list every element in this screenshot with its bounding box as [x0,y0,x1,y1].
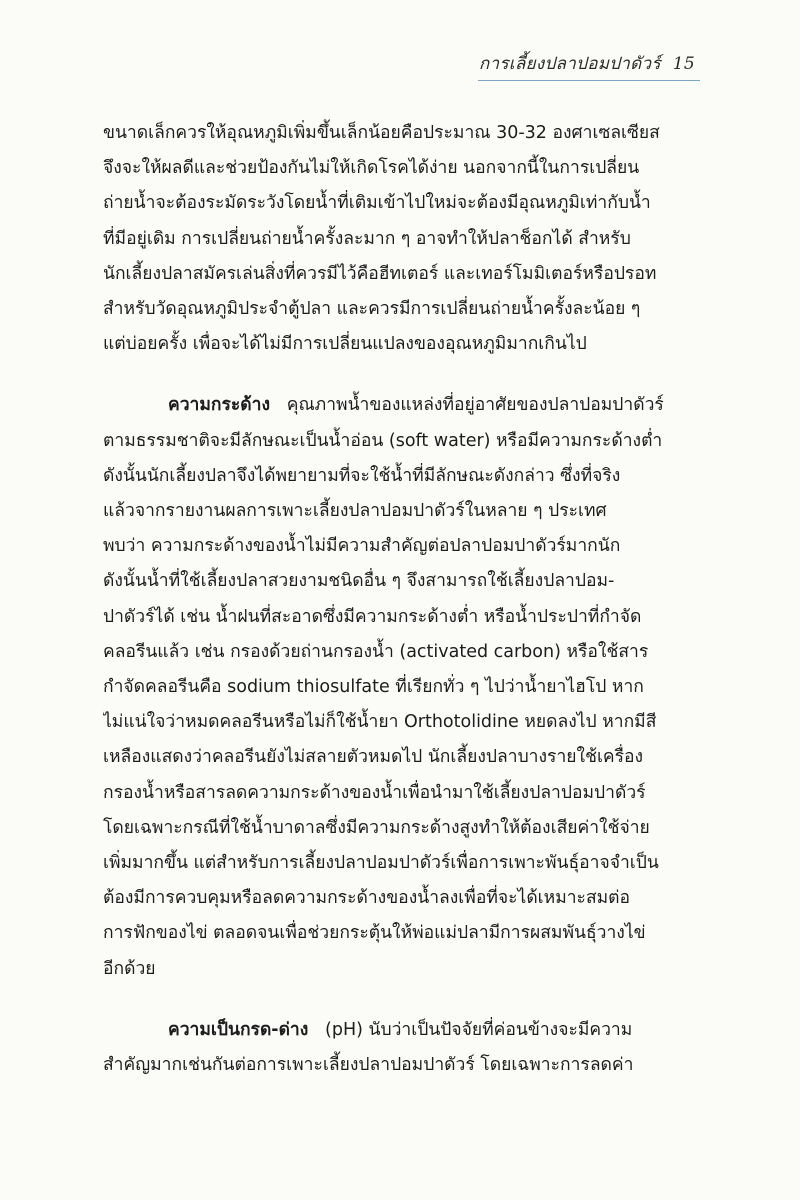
text-line: ดังนั้นนักเลี้ยงปลาจึงได้พยายามที่จะใช้น้ำที่มีลักษณะดังกล่าว ซึ่งที่จริง [103,465,621,486]
paragraph-temperature [103,116,703,362]
text-line: เหลืองแสดงว่าคลอรีนยังไม่สลายตัวหมดไป นักเลี้ยงปลาบางรายใช้เครื่อง [103,747,644,768]
page-number: 15 [672,54,695,74]
body-text [103,116,703,1083]
text-line: ดังนั้นน้ำที่ใช้เลี้ยงปลาสวยงามชนิดอื่น ๆ จึงสามารถใช้เลี้ยงปลาปอม- [103,571,615,592]
text-line: สำหรับวัดอุณหภูมิประจำตู้ปลา และควรมีการเปลี่ยนถ่ายน้ำครั้งละน้อย ๆ [103,299,641,320]
text-line: สำคัญมากเช่นกันต่อการเพาะเลี้ยงปลาปอมปาดัวร์ โดยเฉพาะการลดค่า [103,1055,634,1076]
paragraph-ph [103,1013,703,1083]
running-header [479,50,695,77]
text-line: ตามธรรมชาติจะมีลักษณะเป็นน้ำอ่อน (soft water) หรือมีความกระด้างต่ำ [103,430,663,451]
text-line: จึงจะให้ผลดีและช่วยป้องกันไม่ให้เกิดโรคได้ง่าย นอกจากนี้ในการเปลี่ยน [103,158,640,179]
text-line: กำจัดคลอรีนคือ sodium thiosulfate ที่เรียกทั่ว ๆ ไปว่าน้ำยาไฮโป หาก [103,677,644,698]
paragraph-hardness [103,388,703,986]
text-line: ถ่ายน้ำจะต้องระมัดระวังโดยน้ำที่เติมเข้าไปใหม่จะต้องมีอุณหภูมิเท่ากับน้ำ [103,193,651,214]
header-rule [478,80,700,81]
text-line: ปาดัวร์ได้ เช่น น้ำฝนที่สะอาดซึ่งมีความกระด้างต่ำ หรือน้ำประปาที่กำจัด [103,606,642,627]
text-line: ที่มีอยู่เดิม การเปลี่ยนถ่ายน้ำครั้งละมาก ๆ อาจทำให้ปลาช็อกได้ สำหรับ [103,228,631,249]
text-line: อีกด้วย [103,958,156,979]
text-line-first [103,388,703,423]
text-line: นักเลี้ยงปลาสมัครเล่นสิ่งที่ควรมีไว้คือฮีทเตอร์ และเทอร์โมมิเตอร์หรือปรอท [103,263,657,284]
ph-first-line-text: (pH) นับว่าเป็นปัจจัยที่ค่อนข้างจะมีความ [325,1019,633,1040]
ph-heading: ความเป็นกรด-ด่าง [168,1019,309,1040]
paragraph-gap [103,362,703,388]
text-line: แต่บ่อยครั้ง เพื่อจะได้ไม่มีการเปลี่ยนแปลงของอุณหภูมิมากเกินไป [103,334,587,355]
text-line: กรองน้ำหรือสารลดความกระด้างของน้ำเพื่อนำมาใช้เลี้ยงปลาปอมปาดัวร์ [103,782,646,803]
text-line: เพิ่มมากขึ้น แต่สำหรับการเลี้ยงปลาปอมปาดัวร์เพื่อการเพาะพันธุ์อาจจำเป็น [103,853,659,874]
text-line: การฟักของไข่ ตลอดจนเพื่อช่วยกระตุ้นให้พ่อแม่ปลามีการผสมพันธุ์วางไข่ [103,923,646,944]
text-line: ขนาดเล็กควรให้อุณหภูมิเพิ่มขึ้นเล็กน้อยคือประมาณ 30-32 องศาเซลเซียส [103,123,660,143]
text-line: ไม่แน่ใจว่าหมดคลอรีนหรือไม่ก็ใช้น้ำยา Orthotolidine หยดลงไป หากมีสี [103,712,657,733]
text-line: ต้องมีการควบคุมหรือลดความกระด้างของน้ำลงเพื่อที่จะได้เหมาะสมต่อ [103,888,631,909]
paragraph-gap [103,987,703,1013]
text-line: พบว่า ความกระด้างของน้ำไม่มีความสำคัญต่อปลาปอมปาดัวร์มากนัก [103,536,621,557]
text-line: คลอรีนแล้ว เช่น กรองด้วยถ่านกรองน้ำ (activated carbon) หรือใช้สาร [103,641,649,662]
text-line: แล้วจากรายงานผลการเพาะเลี้ยงปลาปอมปาดัวร์ในหลาย ๆ ประเทศ [103,501,607,522]
hardness-first-line-text: คุณภาพน้ำของแหล่งที่อยู่อาศัยของปลาปอมปาดัวร์ [286,395,664,416]
header-title: การเลี้ยงปลาปอมปาดัวร์ [478,54,661,74]
text-line: โดยเฉพาะกรณีที่ใช้น้ำบาดาลซึ่งมีความกระด้างสูงทำให้ต้องเสียค่าใช้จ่าย [103,817,650,838]
hardness-heading: ความกระด้าง [168,395,271,416]
text-line-first [103,1013,703,1048]
